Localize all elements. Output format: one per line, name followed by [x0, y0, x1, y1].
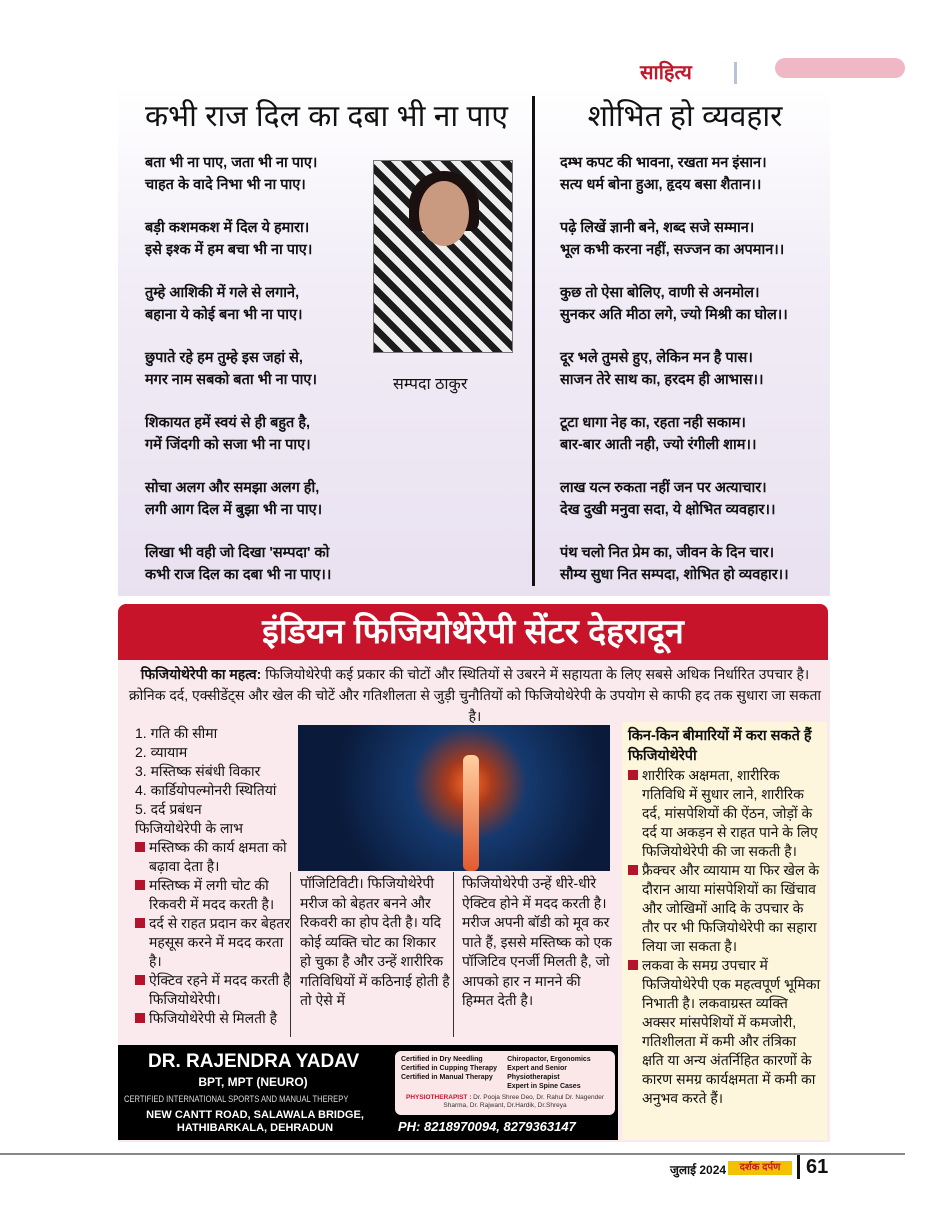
poem-line: मगर नाम सबको बता भी ना पाए। [145, 372, 317, 388]
ad-column-2: फिजियोथेरेपी उन्हें धीरे-धीरे ऐक्टिव होने में मदद करती है। मरीज अपनी बॉडी को मूव कर पाते हैं, इससे मस्तिष्क को एक पॉजिटिव एनर्जी मिलती है, जो आपको हार न मानने की हिम्मत देती है। [462, 875, 612, 1008]
poem-line: सौम्य सुधा नित सम्पदा, शोभित हो व्यवहार।। [560, 567, 789, 583]
expertise-item: Expert and Senior [507, 1065, 567, 1072]
poem-line: इसे इश्क में हम बचा भी ना पाए। [145, 242, 313, 258]
ad-column-1: पॉजिटिविटी। फिजियोथेरेपी मरीज को बेहतर बनने और रिकवरी का होप देती है। यदि कोई व्यक्ति चोट का शिकार हो चुका है और उन्हें शारीरिक गतिविधियों में कठिनाई होती है तो ऐसे में [300, 875, 450, 1008]
intro-label: फिजियोथेरेपी का महत्व: [140, 666, 262, 682]
bullet-text: दर्द से राहत प्रदान कर बेहतर महसूस करने में मदद करता है। [149, 915, 290, 969]
divider [797, 1155, 800, 1179]
expertise-item: Expert in Spine Cases [507, 1083, 581, 1090]
poem-line: बता भी ना पाए, जता भी ना पाए। [145, 155, 318, 171]
divider [453, 872, 454, 1037]
poem-line: लाख यत्न रुकता नहीं जन पर अत्याचार। [560, 480, 767, 496]
bullet-square-icon [628, 865, 638, 875]
bullet-square-icon [135, 918, 145, 928]
section-label: साहित्य [640, 62, 692, 84]
bullet-item [135, 876, 293, 914]
stanza [560, 412, 830, 456]
stanza [145, 217, 370, 261]
ad-intro [125, 664, 825, 727]
poem-line: पंथ चलो नित प्रेम का, जीवन के दिन चार। [560, 545, 775, 561]
diseases-heading: किन-किन बीमारियों में करा सकते हैं फिजियोथेरेपी [628, 728, 812, 764]
poem-line: कभी राज दिल का दबा भी ना पाए।। [145, 567, 332, 583]
bullet-item [135, 838, 293, 876]
numbered-item: 5. दर्द प्रबंधन [135, 801, 202, 817]
stanza [145, 152, 370, 196]
poem-line: कुछ तो ऐसा बोलिए, वाणी से अनमोल। [560, 285, 760, 301]
poem-line: दम्भ कपट की भावना, रखता मन इंसान। [560, 155, 767, 171]
bullet-item [628, 766, 821, 861]
stanza [560, 152, 830, 196]
physiotherapists [401, 1094, 609, 1110]
physio-names: Dr. Pooja Shree Deo, Dr. Rahul Dr. Nagender Sharma, Dr. Rajwant, Dr.Hardik, Dr.Shreya [443, 1094, 604, 1109]
numbered-item: 1. गति की सीमा [135, 725, 218, 741]
bullet-text: फ्रैक्चर और व्यायाम या फिर खेल के दौरान आया मांसपेशियों का खिंचाव और जोखिमों आदि के उपचार के तौर पर भी फिजियोथेरेपी का सहारा लिया जा सकता है। [642, 862, 820, 954]
poem2-title: शोभित हो व्यवहार [587, 100, 783, 133]
page-number: 61 [806, 1156, 829, 1178]
divider [734, 62, 737, 84]
bullet-item [135, 971, 293, 1009]
poem-line: सोचा अलग और समझा अलग ही, [145, 480, 320, 496]
poem-line: चाहत के वादे निभा भी ना पाए। [145, 177, 306, 193]
poem-line: तुम्हे आशिकी में गले से लगाने, [145, 285, 300, 301]
poem-line: शिकायत हमें स्वयं से ही बहुत है, [145, 415, 311, 431]
poem-line: टूटा धागा नेह का, रहता नही सकाम। [560, 415, 746, 431]
issue-date: जुलाई 2024 [670, 1163, 727, 1177]
author-photo [373, 160, 513, 353]
bullet-text: मस्तिष्क की कार्य क्षमता को बढ़ावा देता है। [149, 839, 287, 874]
bullet-text: लकवा के समग्र उपचार में फिजियोथेरेपी एक महत्वपूर्ण भूमिका निभाती है। लकवाग्रस्त व्यक्ति अक्सर मांसपेशियों में कमजोरी, गतिशीलता में कमी और तंत्रिका क्षति या अन्य अंतर्निहित कारणों के कारण समग्र कार्यक्षमता में कमी का अनुभव करते हैं। [642, 957, 821, 1106]
cert-item: Certified in Manual Therapy [401, 1074, 493, 1081]
author-caption: सम्पदा ठाकुर [393, 376, 468, 393]
poem1-body [145, 152, 370, 607]
bullet-square-icon [628, 770, 638, 780]
cert-item: Certified in Cupping Therapy [401, 1065, 498, 1072]
poem-line: बड़ी कशमकश में दिल ये हमारा। [145, 220, 310, 236]
bullet-item [628, 956, 821, 1108]
bullet-text: ऐक्टिव रहने में मदद करती है फिजियोथेरेपी। [149, 972, 291, 1007]
physio-label: PHYSIOTHERAPIST : [406, 1094, 472, 1101]
poem-line: दूर भले तुमसे हुए, लेकिन मन है पास। [560, 350, 753, 366]
stanza [145, 282, 370, 326]
bullet-item [135, 914, 293, 971]
poem-line: लिखा भी वही जो दिखा 'सम्पदा' को [145, 545, 330, 561]
stanza [560, 282, 830, 326]
stanza [145, 347, 370, 391]
numbered-item: 2. व्यायाम [135, 744, 188, 760]
divider [290, 872, 291, 1037]
certifications-box [395, 1051, 615, 1115]
stanza [145, 542, 370, 586]
expertise-item: Physiotherapist [507, 1074, 560, 1081]
poem1-title: कभी राज दिल का दबा भी ना पाए [145, 100, 508, 133]
column-divider [532, 96, 535, 586]
poem-line: सुनकर अति मीठा लगे, ज्यो मिश्री का घोल।। [560, 307, 788, 323]
certification: CERTIFIED INTERNATIONAL SPORTS AND MANUAL THEREPY [124, 1094, 349, 1105]
ad-banner-title: इंडियन फिजियोथेरेपी सेंटर देहरादून [118, 604, 828, 660]
stanza [560, 347, 830, 391]
bullet-item [135, 1009, 293, 1028]
bullet-square-icon [135, 842, 145, 852]
poem-line: भूल कभी करना नहीं, सज्जन का अपमान।। [560, 242, 785, 258]
intro-text: फिजियोथेरेपी कई प्रकार की चोटों और स्थितियों से उबरने में सहायता के लिए सबसे अधिक निर्धारित उपचार है। क्रोनिक दर्द, एक्सीडेंट्स और खेल की चोटें और गतिशीलता से जुड़ी चुनौतियों को फिजियोथेरेपी के उपयोग से काफी हद तक सुधारा जा सकता है। [128, 666, 822, 724]
poem-line: गमें जिंदगी को सजा भी ना पाए। [145, 437, 311, 453]
neck-pain-image [298, 725, 610, 871]
poem-line: बार-बार आती नही, ज्यो रंगीली शाम।। [560, 437, 757, 453]
bullet-square-icon [135, 1013, 145, 1023]
bullet-text: मस्तिष्क में लगी चोट की रिकवरी में मदद करती है। [149, 877, 275, 912]
bullet-square-icon [135, 880, 145, 890]
magazine-logo: दर्शक दर्पण [728, 1161, 792, 1175]
poem-line: पढ़े लिखें ज्ञानी बने, शब्द सजे सम्मान। [560, 220, 755, 236]
clinic-ad [118, 1045, 618, 1140]
decorative-pill [775, 58, 905, 78]
poem-line: छुपाते रहे हम तुम्हे इस जहां से, [145, 350, 303, 366]
expertise-item: Chiropactor, Ergonomics [507, 1056, 591, 1063]
poem-line: सत्य धर्म बोना हुआ, हृदय बसा शैतान।। [560, 177, 762, 193]
cert-item: Certified in Dry Needling [401, 1056, 483, 1063]
stanza [560, 477, 830, 521]
doctor-name: DR. RAJENDRA YADAV [148, 1051, 360, 1072]
address-line: HATHIBARKALA, DEHRADUN [176, 1122, 334, 1134]
poem-line: बहाना ये कोई बना भी ना पाए। [145, 307, 303, 323]
poem2-body [560, 152, 830, 607]
doctor-degree: BPT, MPT (NEURO) [198, 1075, 308, 1089]
footer-rule [0, 1153, 905, 1155]
stanza [560, 542, 830, 586]
stanza [145, 477, 370, 521]
ad-left-list [135, 724, 293, 1028]
poem-line: साजन तेरे साथ का, हरदम ही आभास।। [560, 372, 764, 388]
stanza [145, 412, 370, 456]
bullet-text: शारीरिक अक्षमता, शारीरिक गतिविधि में सुधार लाने, शारीरिक दर्द, मांसपेशियों की ऐंठन, जोड़ों के दर्द या अकड़न से राहत पाने के लिए फिजियोथेरेपी की जा सकती है। [642, 767, 818, 859]
poem-line: लगी आग दिल में बुझा भी ना पाए। [145, 502, 323, 518]
diseases-box [622, 722, 827, 1140]
numbered-item: 3. मस्तिष्क संबंधी विकार [135, 763, 261, 779]
poem-line: देख दुखी मनुवा सदा, ये क्षोभित व्यवहार।। [560, 502, 776, 518]
stanza [560, 217, 830, 261]
bullet-item [628, 861, 821, 956]
bullet-square-icon [135, 975, 145, 985]
address [124, 1109, 386, 1135]
benefits-heading: फिजियोथेरेपी के लाभ [135, 820, 243, 836]
numbered-item: 4. कार्डियोपल्मोनरी स्थितियां [135, 782, 277, 798]
bullet-text: फिजियोथेरेपी से मिलती है [149, 1010, 278, 1026]
bullet-square-icon [628, 960, 638, 970]
phone-numbers: PH: 8218970094, 8279363147 [398, 1119, 576, 1134]
address-line: NEW CANTT ROAD, SALAWALA BRIDGE, [146, 1109, 364, 1121]
